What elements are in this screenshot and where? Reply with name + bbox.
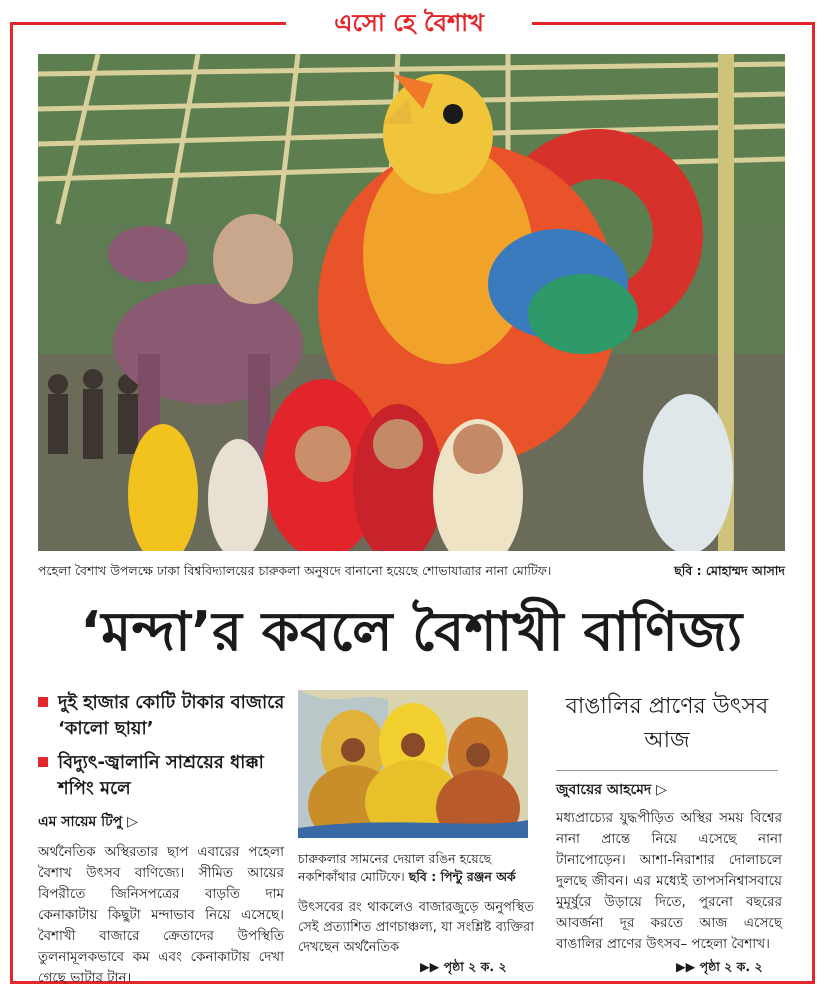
section-tag: এসো হে বৈশাখ (286, 6, 532, 40)
bullet-text: দুই হাজার কোটি টাকার বাজারে ‘কালো ছায়া’ (58, 692, 285, 739)
arrow-icon: ▷ (127, 814, 138, 830)
bullet-item (38, 750, 288, 802)
continued-link-right[interactable]: ▶▶ পৃষ্ঠা ২ ক. ২ (676, 959, 763, 974)
painting-caption (298, 850, 534, 886)
painting-credit: ছবি : পিন্টু রঞ্জন অর্ক (408, 869, 516, 884)
caption-text: পহেলা বৈশাখ উপলক্ষে ঢাকা বিশ্ববিদ্যালয়ের চারুকলা অনুষদে বানানো হয়েছে শোভাযাত্রার নানা মোটিফ। (38, 563, 552, 578)
story-right-subhead: বাঙালির প্রাণের উৎসব আজ (565, 694, 769, 753)
caption-credit: ছবি : মোহাম্মদ আসাদ (674, 563, 785, 578)
story-right-body: মধ্যপ্রাচ্যের যুদ্ধপীড়িত অস্থির সময় বিশ্বের নানা প্রান্তে নিয়ে এসেছে নানা টানাপোড়েন। আশা-নিরাশার দোলাচলে দুলছে জীবন। এর মধ্যেই তাপসনিশ্বাসবায়ে মুমূর্ষুরে উড়ায়ে দিতে, পুরনো বছরের আবর্জনা দূর করতে আজ এসেছে বাঙালির প্রাণের উৎসব– পহেলা বৈশাখ। (556, 810, 782, 952)
painting-illustration (298, 690, 528, 838)
lead-photo (38, 54, 785, 551)
photo-caption (38, 560, 785, 582)
headline: ‘মন্দা’র কবলে বৈশাখী বাণিজ্য (80, 600, 743, 663)
painting-caption-text: চারুকলার সামনের দেয়াল রঙিন হয়েছে নকশিকাঁথার মোটিফে। (298, 851, 492, 884)
bullet-text: বিদ্যুৎ-জ্বালানি সাশ্রয়ের ধাক্কা শপিং মলে (58, 752, 264, 799)
red-square-icon (38, 697, 48, 707)
byline-left (38, 812, 138, 832)
story-left-body: অর্থনৈতিক অস্থিরতার ছাপ এবারের পহেলা বৈশাখ উৎসব বাণিজ্যে। সীমিত আয়ের বিপরীতে জিনিসপত্রের বাড়তি দাম কেনাকাটায় কিছুটা মন্দাভাব নিয়ে এসেছে। বৈশাখী বাজারে ক্রেতাদের উপস্থিতি তুলনামূলকভাবে কম এবং কেনাকাটায় দেখা গেছে ভাটার টান। (38, 844, 284, 986)
lead-photo-illustration (38, 54, 785, 551)
story-middle-body: উৎসবের রং থাকলেও বাজারজুড়ে অনুপস্থিত সেই প্রত্যাশিত প্রাণচাঞ্চল্য, যা সংশ্লিষ্ট ব্যক্তিরা দেখছেন অর্থনৈতিক (298, 900, 534, 955)
red-square-icon (38, 757, 48, 767)
author-name: এম সায়েম টিপু (38, 814, 123, 830)
continued-link-middle[interactable]: ▶▶ পৃষ্ঠা ২ ক. ২ (420, 959, 507, 974)
nakshi-kantha-painting (298, 690, 528, 838)
highlight-bullets (38, 690, 288, 810)
byline-right (556, 780, 667, 800)
arrow-icon: ▷ (656, 782, 667, 798)
divider (556, 770, 778, 771)
bullet-item (38, 690, 288, 742)
author-name: জুবায়ের আহমেদ (556, 782, 652, 798)
